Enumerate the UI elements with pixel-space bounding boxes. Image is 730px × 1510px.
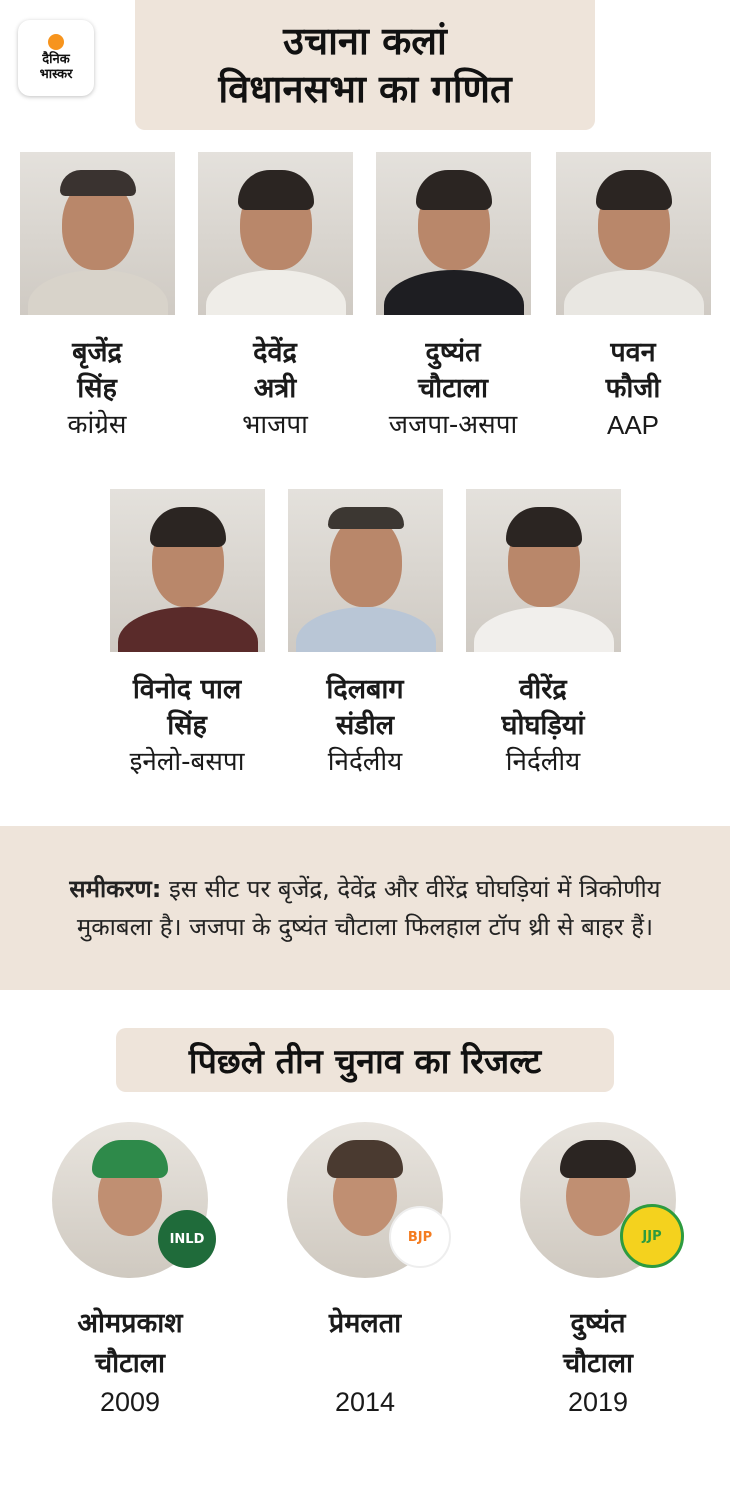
- result-name: ओमप्रकाश चौटाला: [77, 1308, 183, 1379]
- candidate-party: कांग्रेस: [67, 410, 127, 440]
- logo-line1: दैनिक: [42, 52, 70, 67]
- equation-label: समीकरण:: [69, 875, 162, 903]
- candidate-card: [102, 489, 272, 780]
- candidate-card: [548, 152, 718, 443]
- candidate-photo: [466, 489, 621, 652]
- candidate-party: निर्दलीय: [505, 747, 581, 777]
- result-year: 2014: [334, 1387, 396, 1417]
- result-photo: [287, 1122, 443, 1278]
- result-name: दुष्यंत चौटाला: [562, 1308, 634, 1379]
- result-card: [30, 1122, 230, 1420]
- candidate-party: निर्दलीय: [327, 747, 403, 777]
- candidate-card: [280, 489, 450, 780]
- result-card: [265, 1122, 465, 1420]
- candidate-party: इनेलो-बसपा: [129, 747, 245, 777]
- candidate-photo: [376, 152, 531, 315]
- inld-logo-icon: INLD: [158, 1210, 216, 1268]
- candidate-photo: [288, 489, 443, 652]
- candidate-name: दुष्यंत चौटाला: [417, 337, 489, 404]
- jjp-key-icon: JJP: [620, 1204, 684, 1268]
- page-title: [135, 0, 595, 130]
- lotus-icon: BJP: [389, 1206, 451, 1268]
- dainik-bhaskar-logo: [18, 20, 94, 96]
- candidate-name: वीरेंद्र घोघड़ियां: [501, 674, 585, 741]
- candidate-photo: [20, 152, 175, 315]
- logo-line2: भास्कर: [39, 67, 73, 82]
- result-photo: [520, 1122, 676, 1278]
- equation-text: [35, 870, 695, 946]
- candidate-name: विनोद पाल सिंह: [132, 674, 242, 741]
- candidate-photo: [556, 152, 711, 315]
- equation-panel: [0, 826, 730, 990]
- title-line2: विधानसभा का गणित: [218, 67, 512, 111]
- candidate-party: AAP: [606, 410, 660, 440]
- result-year: 2019: [567, 1387, 629, 1417]
- candidate-card: [368, 152, 538, 443]
- candidate-card: [190, 152, 360, 443]
- results-title: पिछले तीन चुनाव का रिजल्ट: [116, 1028, 614, 1092]
- result-card: [498, 1122, 698, 1420]
- candidate-party: जजपा-असपा: [388, 410, 518, 440]
- candidates-row-2: [0, 489, 730, 789]
- candidates-row-1: [0, 152, 730, 452]
- candidate-card: [12, 152, 182, 443]
- candidate-name: देवेंद्र अत्री: [253, 337, 297, 404]
- title-line1: उचाना कलां: [283, 19, 447, 63]
- candidate-name: बृजेंद्र सिंह: [72, 337, 122, 404]
- candidate-name: पवन फौजी: [605, 337, 661, 404]
- result-year: 2009: [99, 1387, 161, 1417]
- result-photo: [52, 1122, 208, 1278]
- result-name: प्रेमलता: [328, 1308, 402, 1339]
- candidate-card: [458, 489, 628, 780]
- candidate-name: दिलबाग संडील: [326, 674, 404, 741]
- equation-body: इस सीट पर बृजेंद्र, देवेंद्र और वीरेंद्र घोघड़ियां में त्रिकोणीय मुकाबला है। जजपा के दुष्यंत चौटाला फिलहाल टॉप थ्री से बाहर हैं।: [76, 875, 661, 941]
- sun-icon: [48, 34, 64, 50]
- candidate-party: भाजपा: [242, 410, 308, 440]
- candidate-photo: [198, 152, 353, 315]
- candidate-photo: [110, 489, 265, 652]
